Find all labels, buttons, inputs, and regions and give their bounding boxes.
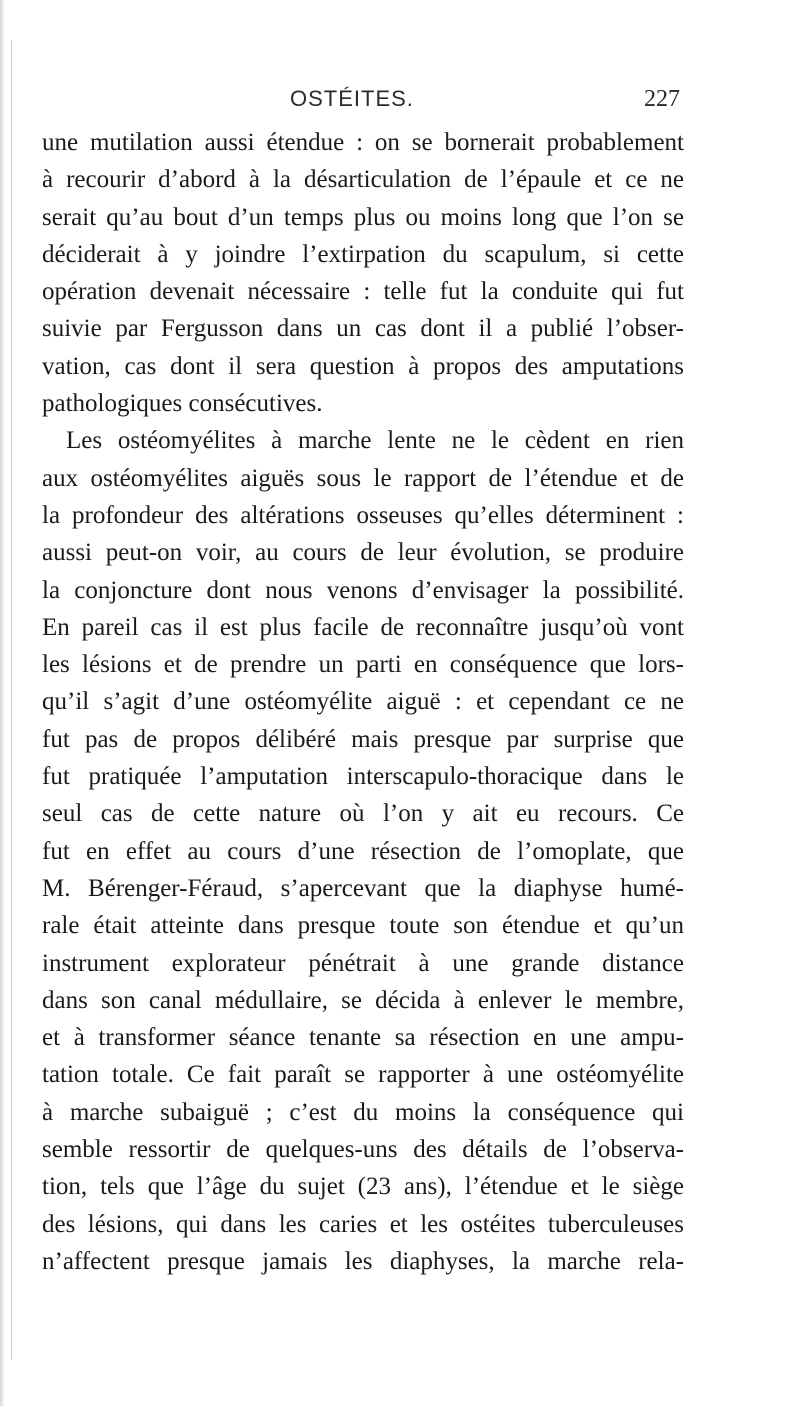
text-line: à recourir d’abord à la désarticulation de l’épaule et ce ne <box>42 166 684 194</box>
text-line: déciderait à y joindre l’extirpation du scapulum, si cette <box>42 240 684 268</box>
page-edge-shadow <box>0 0 4 1406</box>
text-line: En pareil cas il est plus facile de reconnaître jusqu’où vont <box>42 613 684 641</box>
text-line: tation totale. Ce fait paraît se rapporter à une ostéomyélite <box>42 1061 684 1089</box>
text-line: M. Bérenger-Féraud, s’apercevant que la diaphyse humé- <box>42 874 684 902</box>
text-line: qu’il s’agit d’une ostéomyélite aiguë : et cependant ce ne <box>42 688 684 716</box>
text-line: vation, cas dont il sera question à propos des amputations <box>42 352 684 380</box>
text-line: aux ostéomyélites aiguës sous le rapport de l’étendue et de <box>42 464 684 492</box>
text-line: la conjoncture dont nous venons d’envisager la possibilité. <box>42 576 684 604</box>
text-line: aussi peut-on voir, au cours de leur évolution, se produire <box>42 539 684 567</box>
text-line: seul cas de cette nature où l’on y ait eu recours. Ce <box>42 800 684 828</box>
text-line: serait qu’au bout d’un temps plus ou moins long que l’on se <box>42 203 684 231</box>
text-line: fut en effet au cours d’une résection de l’omoplate, que <box>42 837 684 865</box>
text-line: et à transformer séance tenante sa résection en une ampu- <box>42 1024 684 1052</box>
page-header <box>140 86 680 120</box>
text-line: pathologiques consécutives. <box>42 390 323 418</box>
body-text <box>42 124 684 1280</box>
text-line: des lésions, qui dans les caries et les ostéites tuberculeuses <box>42 1210 684 1238</box>
text-line: la profondeur des altérations osseuses qu’elles déterminent : <box>42 501 684 529</box>
text-line: Les ostéomyélites à marche lente ne le cèdent en rien <box>66 427 684 455</box>
text-line: fut pas de propos délibéré mais presque par surprise que <box>42 725 684 753</box>
text-line: les lésions et de prendre un parti en conséquence que lors- <box>42 651 684 679</box>
text-line: semble ressortir de quelques-uns des détails de l’observa- <box>42 1136 684 1164</box>
text-line: rale était atteinte dans presque toute son étendue et qu’un <box>42 912 684 940</box>
running-title: OSTÉITES. <box>290 86 414 111</box>
text-line: fut pratiquée l’amputation interscapulo-thoracique dans le <box>42 763 684 791</box>
text-line: tion, tels que l’âge du sujet (23 ans), l’étendue et le siège <box>42 1173 684 1201</box>
text-line: dans son canal médullaire, se décida à enlever le membre, <box>42 986 684 1014</box>
text-line: n’affectent presque jamais les diaphyses, la marche rela- <box>42 1247 684 1275</box>
text-line: suivie par Fergusson dans un cas dont il a publié l’obser- <box>42 315 684 343</box>
text-line: opération devenait nécessaire : telle fut la conduite qui fut <box>42 278 684 306</box>
page-fold-line <box>11 40 12 1360</box>
text-line: instrument explorateur pénétrait à une grande distance <box>42 949 684 977</box>
text-line: une mutilation aussi étendue : on se bornerait probablement <box>42 129 684 156</box>
page-number: 227 <box>644 86 680 112</box>
text-line: à marche subaiguë ; c’est du moins la conséquence qui <box>42 1098 684 1126</box>
